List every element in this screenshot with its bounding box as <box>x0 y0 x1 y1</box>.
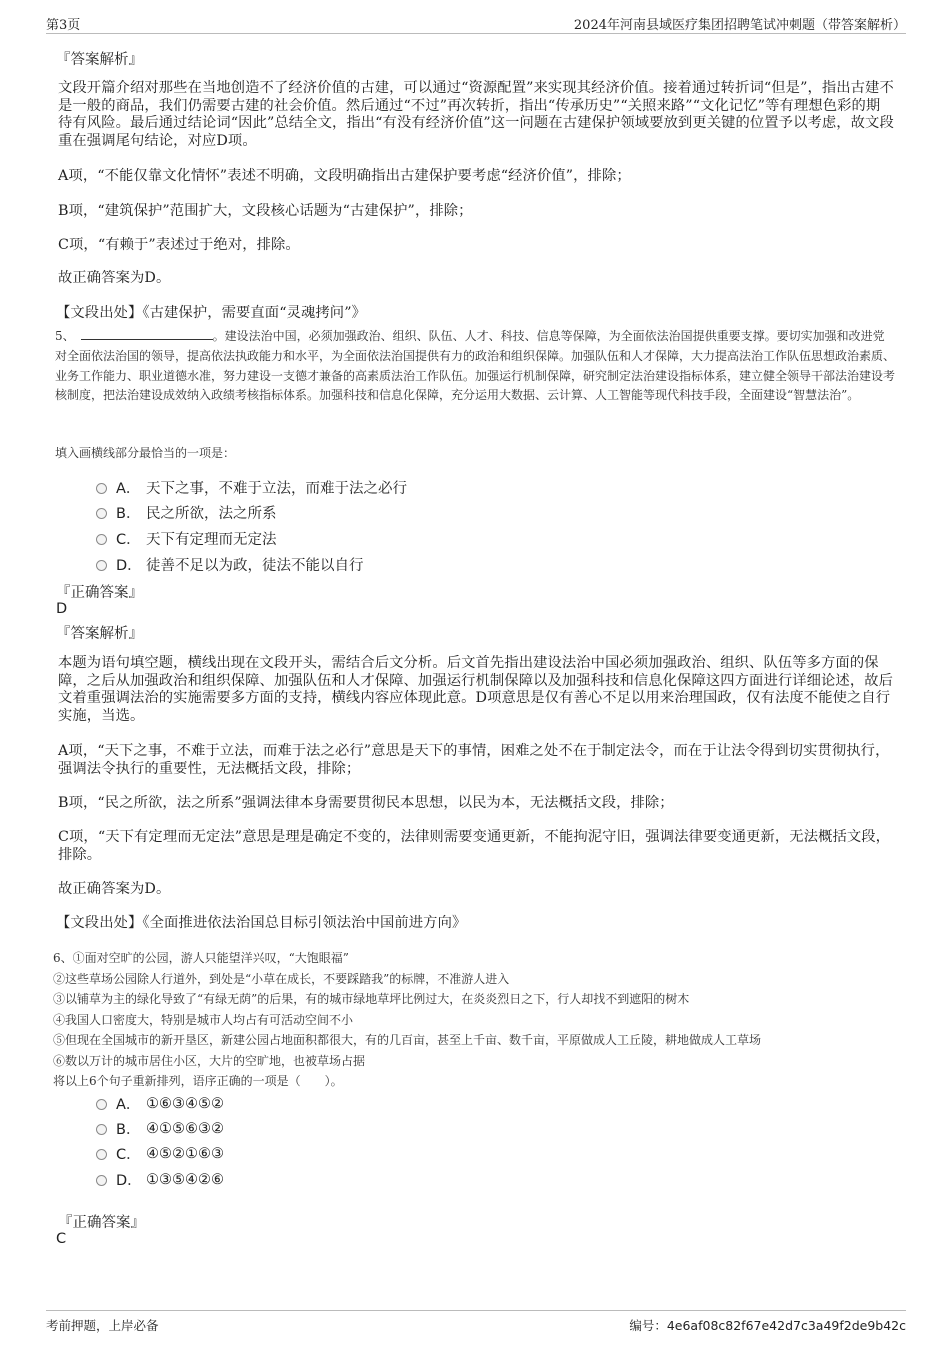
q5-option-d[interactable] <box>96 554 364 575</box>
option-label: C． <box>116 532 141 548</box>
q5-stem <box>55 327 895 406</box>
q4-option-b-analysis: B项，“建筑保护”范围扩大，文段核心话题为“古建保护”，排除； <box>58 203 473 219</box>
q5-answer: D <box>56 601 68 617</box>
q6-line-2: ②这些草场公园除人行道外，到处是“小草在成长，不要踩踏我”的标牌，不准游人进入 <box>53 972 510 986</box>
q5-option-b-analysis: B项，“民之所欲，法之所系”强调法律本身需要贯彻民本思想，以民为本，无法概括文段，排除； <box>58 795 674 811</box>
option-text: ①⑥③④⑤② <box>146 1095 224 1112</box>
option-text: ①③⑤④②⑥ <box>146 1171 224 1188</box>
q5-conclusion: 故正确答案为D。 <box>58 881 171 897</box>
q5-passage: 。建设法治中国，必须加强政治、组织、队伍、人才、科技、信息等保障，为全面依法治国提供重要支撑。要切实加强和改进党对全面依法治国的领导，提高依法执政能力和水平，为全面依法治国提供有力的政治和组织保障。加强队伍和人才保障，大力提高法治工作队伍思想政治素质、业务工作能力、职业道德水准，努力建设一支德才兼备的高素质法治工作队伍。加强运行机制保障，研究制定法治建设指标体系，建立健全领导干部法治建设考核制度，把法治建设成效纳入政绩考核指标体系。加强科技和信息化保障，充分运用大数据、云计算、人工智能等现代科技手段，全面建设“智慧法治”。 <box>55 329 896 403</box>
radio-icon[interactable] <box>96 483 107 494</box>
option-label: B． <box>116 506 141 522</box>
page-number: 第3页 <box>46 18 81 33</box>
q4-analysis-label: 『答案解析』 <box>56 52 143 68</box>
document-title: 2024年河南县域医疗集团招聘笔试冲刺题（带答案解析） <box>573 18 906 33</box>
q6-answer-label: 『正确答案』 <box>58 1215 145 1231</box>
q6-line-5: ⑤但现在全国城市的新开垦区，新建公园占地面积都很大，有的几百亩，甚至上千亩、数千亩，平原做成人工丘陵，耕地做成人工草场 <box>53 1033 762 1047</box>
q5-option-a[interactable] <box>96 477 407 498</box>
radio-icon[interactable] <box>96 1175 107 1186</box>
radio-icon[interactable] <box>96 1124 107 1135</box>
q5-option-a-analysis: A项，“天下之事，不难于立法，而难于法之必行”意思是天下的事情，困难之处不在于制定法令，而在于让法令得到切实贯彻执行，强调法令执行的重要性，无法概括文段，排除； <box>58 743 890 777</box>
q6-line-6: ⑥数以万计的城市居住小区，大片的空旷地，也被草场占据 <box>53 1054 366 1068</box>
q6-option-a[interactable] <box>96 1093 224 1114</box>
option-text: 天下有定理而无定法 <box>146 532 277 548</box>
q5-blank <box>81 328 213 340</box>
q4-analysis-paragraph: 文段开篇介绍对那些在当地创造不了经济价值的古建，可以通过“资源配置”来实现其经济价值。接着通过转折词“但是”，指出古建不是一般的商品，我们仍需要古建的社会价值。然后通过“不过”再次转折，指出“传承历史”“关照来路”“文化记忆”等有理想色彩的期待有风险。最后通过结论词“因此”总结全文，指出“有没有经济价值”这一问题在古建保护领域要放到更关键的位置予以考虑，故文段重在强调尾句结论，对应D项。 <box>58 80 894 149</box>
q4-option-c-analysis: C项，“有赖于”表述过于绝对，排除。 <box>58 237 300 253</box>
page-footer <box>46 1310 906 1332</box>
option-text: ④①⑤⑥③② <box>146 1120 224 1137</box>
document-code: 编号：4e6af08c82f67e42d7c3a49f2de9b42c <box>629 1318 906 1333</box>
option-text: 天下之事，不难于立法，而难于法之必行 <box>146 481 407 497</box>
q5-number: 5、 <box>55 329 75 343</box>
q5-prompt: 填入画横线部分最恰当的一项是： <box>55 446 236 460</box>
radio-icon[interactable] <box>96 534 107 545</box>
q6-line-4: ④我国人口密度大，特别是城市人均占有可活动空间不小 <box>53 1013 354 1027</box>
option-text: 民之所欲，法之所系 <box>146 506 277 522</box>
q6-line-3: ③以铺草为主的绿化导致了“有绿无荫”的后果，有的城市绿地草坪比例过大，在炎炎烈日之下，行人却找不到遮阳的树木 <box>53 992 690 1006</box>
q6-option-b[interactable] <box>96 1118 224 1139</box>
option-label: A． <box>116 1097 141 1113</box>
q5-source: 【文段出处】《全面推进依法治国总目标引领法治中国前进方向》 <box>56 915 467 931</box>
q4-conclusion: 故正确答案为D。 <box>58 270 171 286</box>
option-label: D． <box>116 558 142 574</box>
option-label: D． <box>116 1173 142 1189</box>
option-text: 徒善不足以为政，徒法不能以自行 <box>146 558 364 574</box>
option-text: ④⑤②①⑥③ <box>146 1145 224 1162</box>
q4-option-a-analysis: A项，“不能仅靠文化情怀”表述不明确，文段明确指出古建保护要考虑“经济价值”，排除； <box>58 168 631 184</box>
radio-icon[interactable] <box>96 1099 107 1110</box>
q5-answer-label: 『正确答案』 <box>56 585 143 601</box>
q5-option-b[interactable] <box>96 502 277 523</box>
radio-icon[interactable] <box>96 560 107 571</box>
q5-analysis-label: 『答案解析』 <box>56 626 143 642</box>
q6-prompt: 将以上6个句子重新排列，语序正确的一项是（ ）。 <box>53 1074 343 1088</box>
option-label: B． <box>116 1122 141 1138</box>
radio-icon[interactable] <box>96 1149 107 1160</box>
q6-answer: C <box>56 1231 67 1247</box>
page-header <box>46 12 906 34</box>
footer-slogan: 考前押题，上岸必备 <box>46 1318 159 1333</box>
q5-option-c[interactable] <box>96 528 277 549</box>
option-label: A． <box>116 481 141 497</box>
q5-option-c-analysis: C项，“天下有定理而无定法”意思是理是确定不变的，法律则需要变通更新，不能拘泥守旧，强调法律要变通更新，无法概括文段，排除。 <box>58 829 891 863</box>
option-label: C． <box>116 1147 141 1163</box>
q6-line-1: 6、①面对空旷的公园，游人只能望洋兴叹，“大饱眼福” <box>53 951 349 965</box>
q6-option-d[interactable] <box>96 1169 224 1190</box>
q5-analysis-paragraph: 本题为语句填空题，横线出现在文段开头，需结合后文分析。后文首先指出建设法治中国必须加强政治、组织、队伍等多方面的保障，之后从加强政治和组织保障、加强队伍和人才保障、加强运行机制保障以及加强科技和信息化保障这四方面进行详细论述，故后文着重强调法治的实施需要多方面的支持，横线内容应体现此意。D项意思是仅有善心不足以用来治理国政，仅有法度不能使之自行实施，当选。 <box>58 655 894 724</box>
q4-source: 【文段出处】《古建保护，需要直面“灵魂拷问”》 <box>56 305 366 321</box>
q6-option-c[interactable] <box>96 1143 224 1164</box>
radio-icon[interactable] <box>96 508 107 519</box>
